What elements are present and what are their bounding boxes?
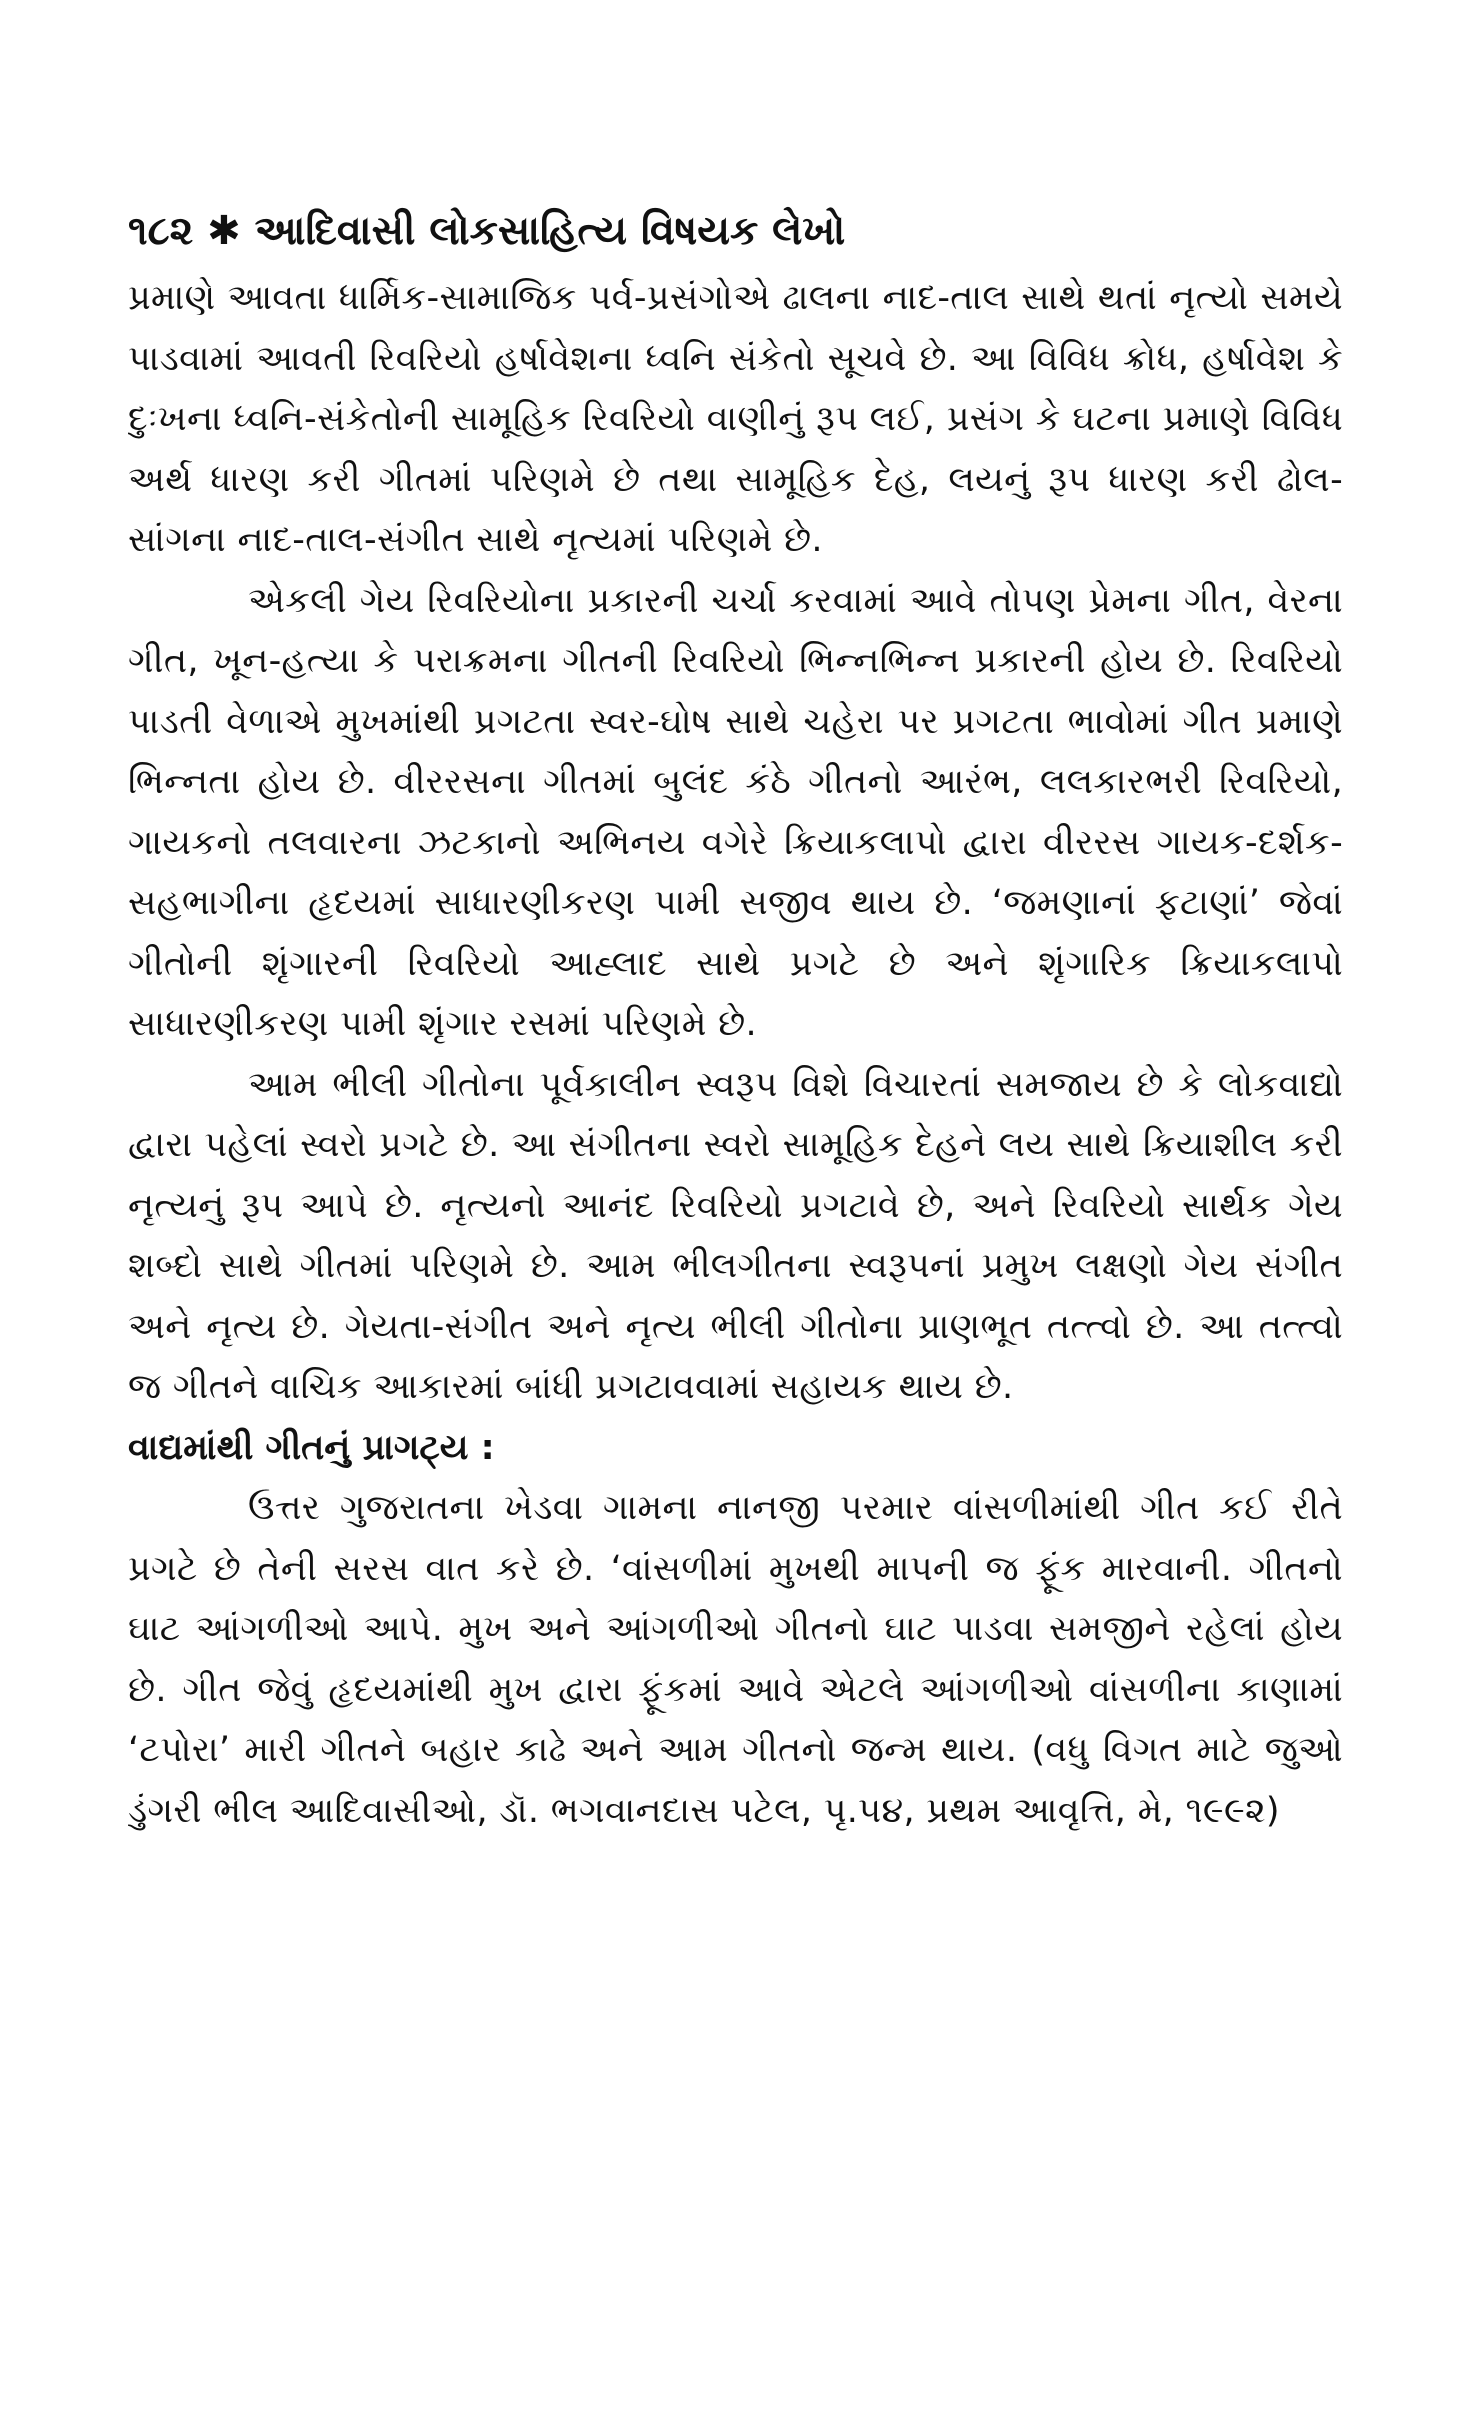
- paragraph-2: એકલી ગેય રિવરિયોના પ્રકારની ચર્ચા કરવામાં આવે તોપણ પ્રેમના ગીત, વેરના ગીત, ખૂન-હત્યા કે પરાક્રમના ગીતની રિવરિયો ભિન્નભિન્ન પ્રકારની હોય છે. રિવરિયો પાડતી વેળાએ મુખમાંથી પ્રગટતા સ્વર-ઘોષ સાથે ચહેરા પર પ્રગટતા ભાવોમાં ગીત પ્રમાણે ભિન્નતા હોય છે. વીરરસના ગીતમાં બુલંદ કંઠે ગીતનો આરંભ, લલકારભરી રિવરિયો, ગાયકનો તલવારના ઝટકાનો અભિનય વગેરે ક્રિયાકલાપો દ્વારા વીરરસ ગાયક-દર્શક-સહભાગીના હૃદયમાં સાધારણીકરણ પામી સજીવ થાય છે. ‘જમણાનાં ફટાણાં’ જેવાં ગીતોની શૃંગારની રિવરિયો આહ્લાદ સાથે પ્રગટે છે અને શૃંગારિક ક્રિયાકલાપો સાધારણીકરણ પામી શૃંગાર રસમાં પરિણમે છે.: [128, 580, 1343, 1044]
- paragraph-1: પ્રમાણે આવતા ધાર્મિક-સામાજિક પર્વ-પ્રસંગોએ ઢાલના નાદ-તાલ સાથે થતાં નૃત્યો સમયે પાડવામાં આવતી રિવરિયો હર્ષાવેશના ધ્વનિ સંકેતો સૂચવે છે. આ વિવિધ ક્રોધ, હર્ષાવેશ કે દુઃખના ધ્વનિ-સંકેતોની સામૂહિક રિવરિયો વાણીનું રૂપ લઈ, પ્રસંગ કે ઘટના પ્રમાણે વિવિધ અર્થ ધારણ કરી ગીતમાં પરિણમે છે તથા સામૂહિક દેહ, લયનું રૂપ ધારણ કરી ઢોલ-સાંગના નાદ-તાલ-સંગીત સાથે નૃત્યમાં પરિણમે છે.: [128, 278, 1343, 560]
- book-title: આદિવાસી લોકસાહિત્ય વિષયક લેખો: [254, 208, 846, 254]
- section-subheading: વાદ્યમાંથી ગીતનું પ્રાગટ્ય :: [128, 1427, 495, 1468]
- paragraph-3: આમ ભીલી ગીતોના પૂર્વકાલીન સ્વરૂપ વિશે વિચારતાં સમજાય છે કે લોકવાદ્યો દ્વારા પહેલાં સ્વરો પ્રગટે છે. આ સંગીતના સ્વરો સામૂહિક દેહને લય સાથે ક્રિયાશીલ કરી નૃત્યનું રૂપ આપે છે. નૃત્યનો આનંદ રિવરિયો પ્રગટાવે છે, અને રિવરિયો સાર્થક ગેય શબ્દો સાથે ગીતમાં પરિણમે છે. આમ ભીલગીતના સ્વરૂપનાં પ્રમુખ લક્ષણો ગેય સંગીત અને નૃત્ય છે. ગેયતા-સંગીત અને નૃત્ય ભીલી ગીતોના પ્રાણભૂત તત્ત્વો છે. આ તત્ત્વો જ ગીતને વાચિક આકારમાં બાંધી પ્રગટાવવામાં સહાયક થાય છે.: [128, 1064, 1343, 1407]
- paragraph-4: ઉત્તર ગુજરાતના ખેડવા ગામના નાનજી પરમાર વાંસળીમાંથી ગીત કઈ રીતે પ્રગટે છે તેની સરસ વાત કરે છે. ‘વાંસળીમાં મુખથી માપની જ ફૂંક મારવાની. ગીતનો ઘાટ આંગળીઓ આપે. મુખ અને આંગળીઓ ગીતનો ઘાટ પાડવા સમજીને રહેલાં હોય છે. ગીત જેવું હૃદયમાંથી મુખ દ્વારા ફૂંકમાં આવે એટલે આંગળીઓ વાંસળીના કાણામાં ‘ટપોરા’ મારી ગીતને બહાર કાઢે અને આમ ગીતનો જન્મ થાય. (વધુ વિગત માટે જુઓ ડુંગરી ભીલ આદિવાસીઓ, ડૉ. ભગવાનદાસ પટેલ, પૃ.૫૪, પ્રથમ આવૃત્તિ, મે, ૧૯૯૨): [128, 1488, 1343, 1831]
- page-body: [128, 268, 1343, 2228]
- page-number: ૧૮૨: [128, 208, 194, 254]
- running-head: [128, 196, 1348, 266]
- asterisk-icon: ✱: [207, 208, 241, 254]
